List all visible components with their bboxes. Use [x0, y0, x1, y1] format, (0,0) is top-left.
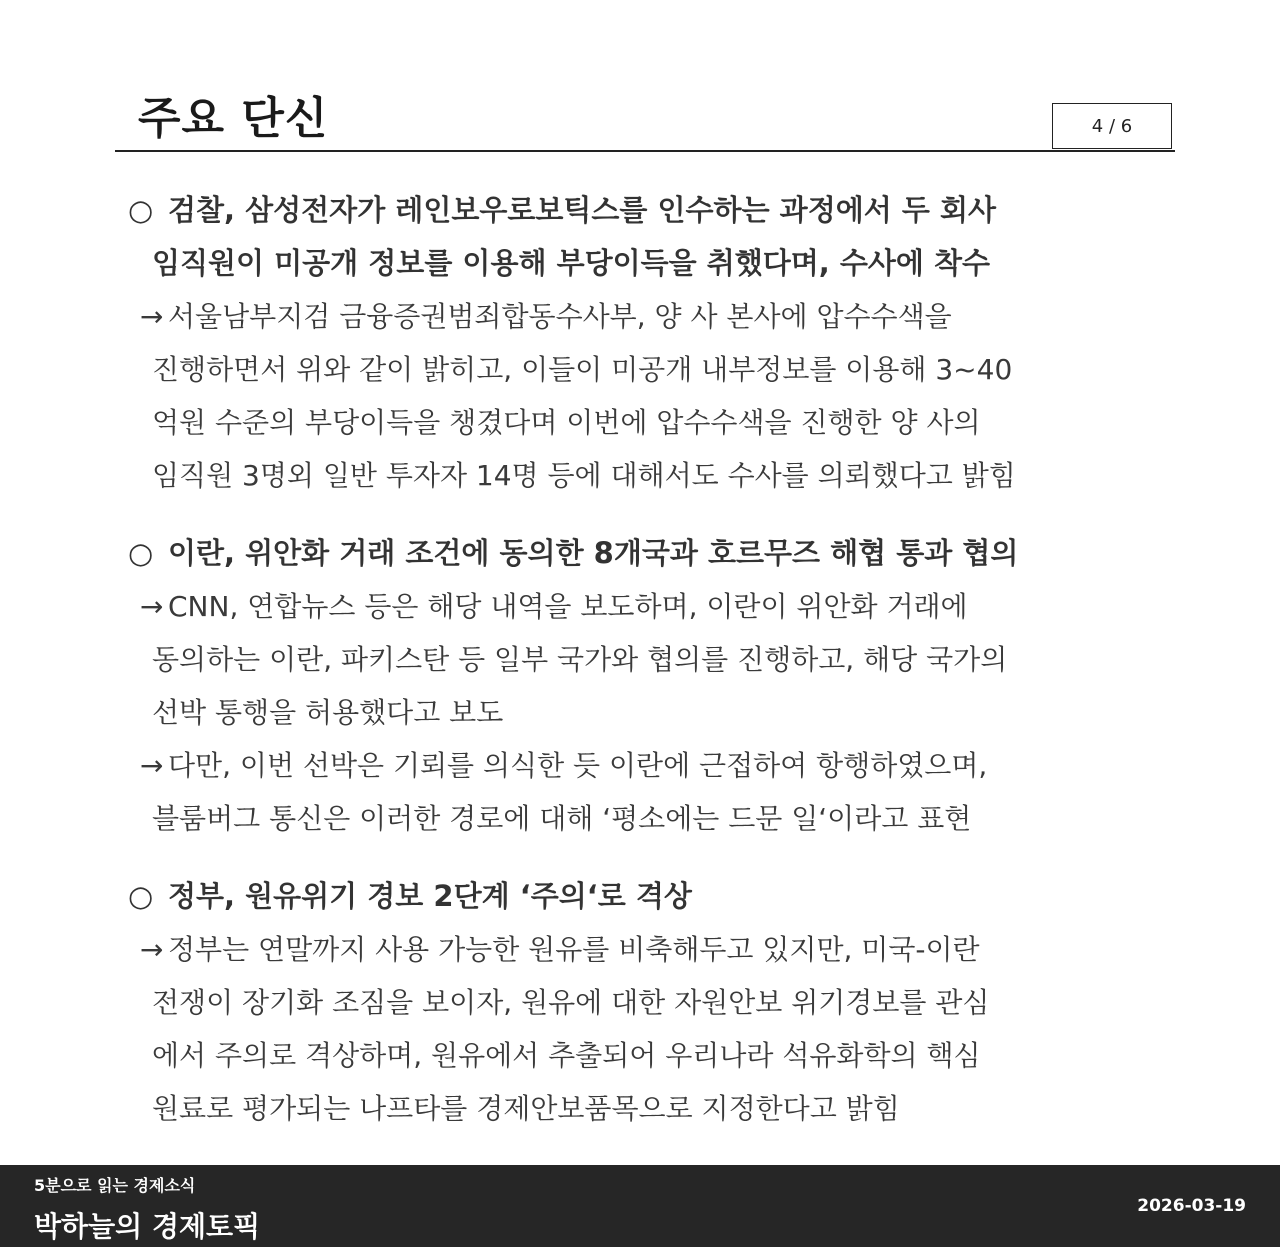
page-title: 주요 단신: [138, 93, 329, 144]
headline: [128, 870, 1180, 923]
detail-line: [128, 580, 1180, 633]
detail-line: 임직원 3명외 일반 투자자 14명 등에 대해서도 수사를 의뢰했다고 밝힘: [152, 459, 1016, 492]
detail-line: 진행하면서 위와 같이 밝히고, 이들이 미공개 내부정보를 이용해 3~40: [152, 353, 1013, 386]
bullet-circle-icon: ○: [128, 193, 154, 227]
arrow-icon: →: [140, 933, 164, 966]
headline-line: 정부, 원유위기 경보 2단계 ‘주의‘로 격상: [168, 879, 692, 913]
news-item: [128, 184, 1180, 502]
detail-line: 전쟁이 장기화 조짐을 보이자, 원유에 대한 자원안보 위기경보를 관심: [152, 986, 990, 1019]
arrow-icon: →: [140, 300, 164, 333]
detail-line: [128, 739, 1180, 792]
headline: [128, 527, 1180, 580]
detail-line: 동의하는 이란, 파키스탄 등 일부 국가와 협의를 진행하고, 해당 국가의: [152, 643, 1008, 676]
footer-bar: [0, 1165, 1280, 1247]
detail-text: 정부는 연말까지 사용 가능한 원유를 비축해두고 있지만, 미국-이란: [168, 933, 980, 966]
headline-line: 임직원이 미공개 정보를 이용해 부당이득을 취했다며, 수사에 착수: [152, 246, 991, 280]
detail-line: 블룸버그 통신은 이러한 경로에 대해 ‘평소에는 드문 일‘이라고 표현: [152, 802, 972, 835]
arrow-icon: →: [140, 590, 164, 623]
bullet-circle-icon: ○: [128, 879, 154, 913]
detail-text: CNN, 연합뉴스 등은 해당 내역을 보도하며, 이란이 위안화 거래에: [168, 590, 968, 623]
news-list: [128, 184, 1180, 1160]
detail-text: 서울남부지검 금융증권범죄합동수사부, 양 사 본사에 압수수색을: [168, 300, 952, 333]
headline-line: 검찰, 삼성전자가 레인보우로보틱스를 인수하는 과정에서 두 회사: [168, 193, 996, 227]
detail-line: 억원 수준의 부당이득을 챙겼다며 이번에 압수수색을 진행한 양 사의: [152, 406, 981, 439]
headline-line: 이란, 위안화 거래 조건에 동의한 8개국과 호르무즈 해협 통과 협의: [168, 536, 1019, 570]
detail-text: 다만, 이번 선박은 기뢰를 의식한 듯 이란에 근접하여 항행하였으며,: [168, 749, 988, 782]
page-indicator: 4 / 6: [1052, 103, 1172, 149]
news-item: [128, 527, 1180, 845]
detail-line: [128, 290, 1180, 343]
footer-date: 2026-03-19: [1137, 1196, 1246, 1216]
detail-line: 선박 통행을 허용했다고 보도: [152, 696, 504, 729]
detail-line: 에서 주의로 격상하며, 원유에서 추출되어 우리나라 석유화학의 핵심: [152, 1039, 981, 1072]
footer-title: 박하늘의 경제토픽: [34, 1210, 261, 1243]
news-item: [128, 870, 1180, 1135]
detail-line: 원료로 평가되는 나프타를 경제안보품목으로 지정한다고 밝힘: [152, 1092, 900, 1125]
footer-subtitle: 5분으로 읽는 경제소식: [34, 1176, 196, 1195]
headline: [128, 184, 1180, 237]
arrow-icon: →: [140, 749, 164, 782]
detail-line: [128, 923, 1180, 976]
header-divider: [115, 150, 1175, 152]
bullet-circle-icon: ○: [128, 536, 154, 570]
